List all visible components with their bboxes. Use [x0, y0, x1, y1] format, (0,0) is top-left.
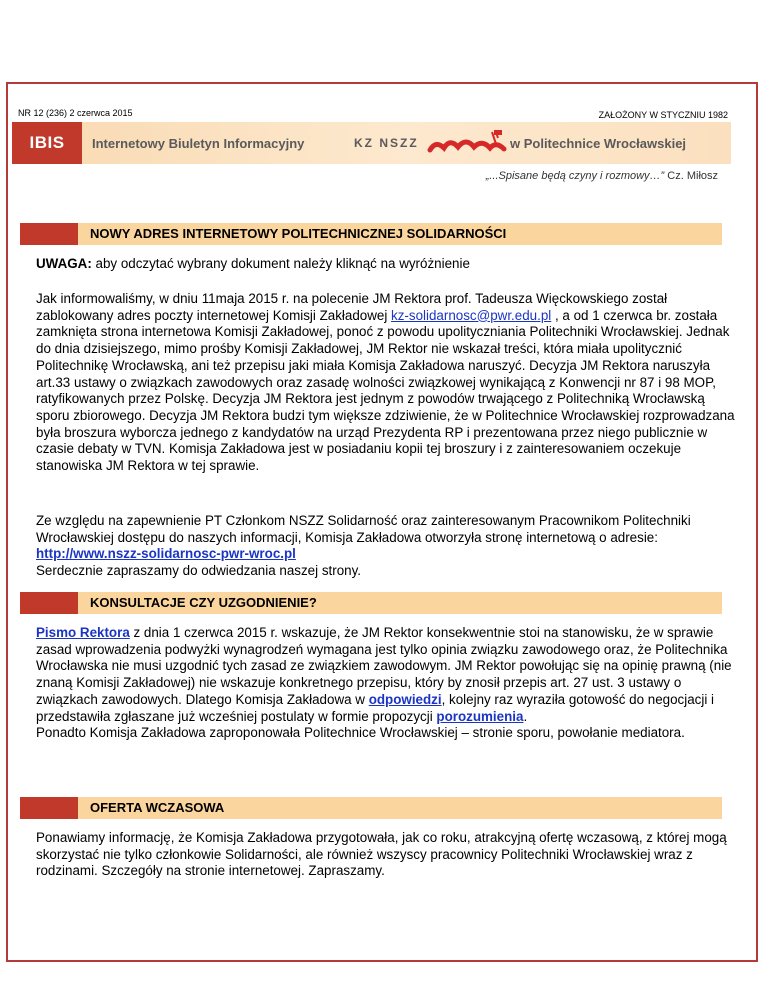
uwaga-label: UWAGA: [36, 256, 92, 271]
masthead-kz: KZ NSZZ [354, 136, 419, 150]
p2-text-b: Serdecznie zapraszamy do odwiedzania naszej strony. [36, 563, 362, 579]
s2-text-3: . [523, 708, 528, 724]
motto [486, 170, 718, 182]
uwaga-note [36, 256, 736, 273]
motto-quote: „...Spisane będą czyny i rozmowy…” [485, 170, 665, 182]
section-header-consultation [20, 592, 722, 614]
section-title: KONSULTACJE CZY UZGODNIENIE? [90, 595, 317, 610]
email-link[interactable]: kz-solidarnosc@pwr.edu.pl [391, 307, 552, 323]
paragraph-new-website [36, 513, 736, 580]
p1-text-a: Jak informowaliśmy, w dniu 11maja 2015 r. na polecenie JM Rektora prof. Tadeusza Więckowskiego został zablokowany adres poczty internetowej Komisji Zakładowej [36, 291, 668, 323]
solidarnosc-logo [426, 128, 508, 163]
section-title: NOWY ADRES INTERNETOWY POLITECHNICZNEJ SOLIDARNOŚCI [90, 226, 507, 241]
section-title: OFERTA WCZASOWA [90, 800, 225, 815]
response-link[interactable]: odpowiedzi [368, 691, 442, 707]
issue-number: NR 12 (236) 2 czerwca 2015 [18, 108, 133, 118]
s2-mediator-text: Ponadto Komisja Zakładowa zaproponowała Politechnice Wrocławskiej – stronie sporu, powołanie mediatora. [36, 725, 685, 741]
p1-text-b: , a od 1 czerwca br. została zamknięta strona internetowa Komisji Zakładowej, ponoć z powodu upolityczniania Politechniki Wrocławskiej. Jednak do dnia dzisiejszego, mimo prośby Komisji Zakładowej, JM Rektor nie wskazał treści, która miała upolitycznić Politechnikę Wrocławską, ani też przepisu jaki miała Komisja Zakładowa naruszyć. Decyzja JM Rektora naruszyła art.33 ustawy o związkach zawodowych oraz zasadę wolności związkowej wynikającą z Konwencji nr 87 i 98 MOP, ratyfikowanych przez Polskę. Decyzja JM Rektora jest jednym z powodów trwającego z Politechniką Wrocławską sporu zbiorowego. Decyzja JM Rektora budzi tym większe zdziwienie, że w Politechnice Wrocławskiej rozprowadzana była broszura wyborcza jednego z kandydatów na urząd Prezydenta RP i prezentowana przez niego publicznie w czasie debaty w TVN. Komisja Zakładowa jest w posiadaniu kopii tej broszury i z zainteresowaniem oczekuje stanowiska JM Rektora w tej sprawie. [36, 307, 735, 474]
paragraph-holiday-offer: Ponawiamy informację, że Komisja Zakładowa przygotowała, jak co roku, atrakcyjną ofertę wczasową, z której mogą skorzystać nie tylko członkowie Solidarności, ale również wszyscy pracownicy Politechniki Wrocławskiej wraz z rodzinami. Szczegóły na stronie internetowej. Zapraszamy. [36, 830, 727, 879]
ibis-logo: IBIS [12, 122, 82, 164]
masthead-title-right: w Politechnice Wrocławskiej [510, 136, 687, 151]
paragraph-blocked-address [36, 291, 736, 475]
section-header-holiday-offer [20, 797, 722, 819]
agreement-link[interactable]: porozumienia [436, 708, 524, 724]
masthead-title-left: Internetowy Biuletyn Informacyjny [92, 136, 305, 151]
founded-note: ZAŁOŻONY W STYCZNIU 1982 [598, 110, 728, 120]
masthead [12, 122, 731, 164]
s2-text-1: z dnia 1 czerwca 2015 r. wskazuje, że JM Rektor konsekwentnie stoi na stanowisku, że w sprawie zasad wprowadzenia podwyżki wynagrodzeń wymagana jest tylko opinia związku zawodowego oraz, że Politechnika Wrocławska nie musi uzgodnić tych zasad ze związkiem zawodowym. JM Rektor powołując się na opinię prawną (nie znaną Komisji Zakładowej) nie wskazuje konkretnego przepisu, który by znosił przepis art. 27 ust. 3 ustawy o związkach zawodowych. Dlatego Komisja Zakładowa w [36, 625, 732, 707]
uwaga-text: aby odczytać wybrany dokument należy kliknąć na wyróżnienie [91, 256, 470, 271]
p2-text-a: Ze względu na zapewnienie PT Członkom NSZZ Solidarność oraz zainteresowanym Pracownikom Politechniki Wrocławskiej dostępu do naszych informacji, Komisja Zakładowa otworzyła stronę internetową o adresie: [36, 513, 691, 545]
motto-author: Cz. Miłosz [664, 170, 718, 182]
section-header-new-address [20, 223, 722, 245]
s2-text-2: , kolejny raz wyraziła gotowość do negocjacji i przedstawiła zgłaszane już wcześniej postulaty w formie propozycji [36, 691, 714, 724]
rector-letter-link[interactable]: Pismo Rektora [36, 625, 130, 640]
paragraph-rector-letter [36, 625, 736, 742]
website-link[interactable]: http://www.nszz-solidarnosc-pwr-wroc.pl [36, 546, 296, 562]
